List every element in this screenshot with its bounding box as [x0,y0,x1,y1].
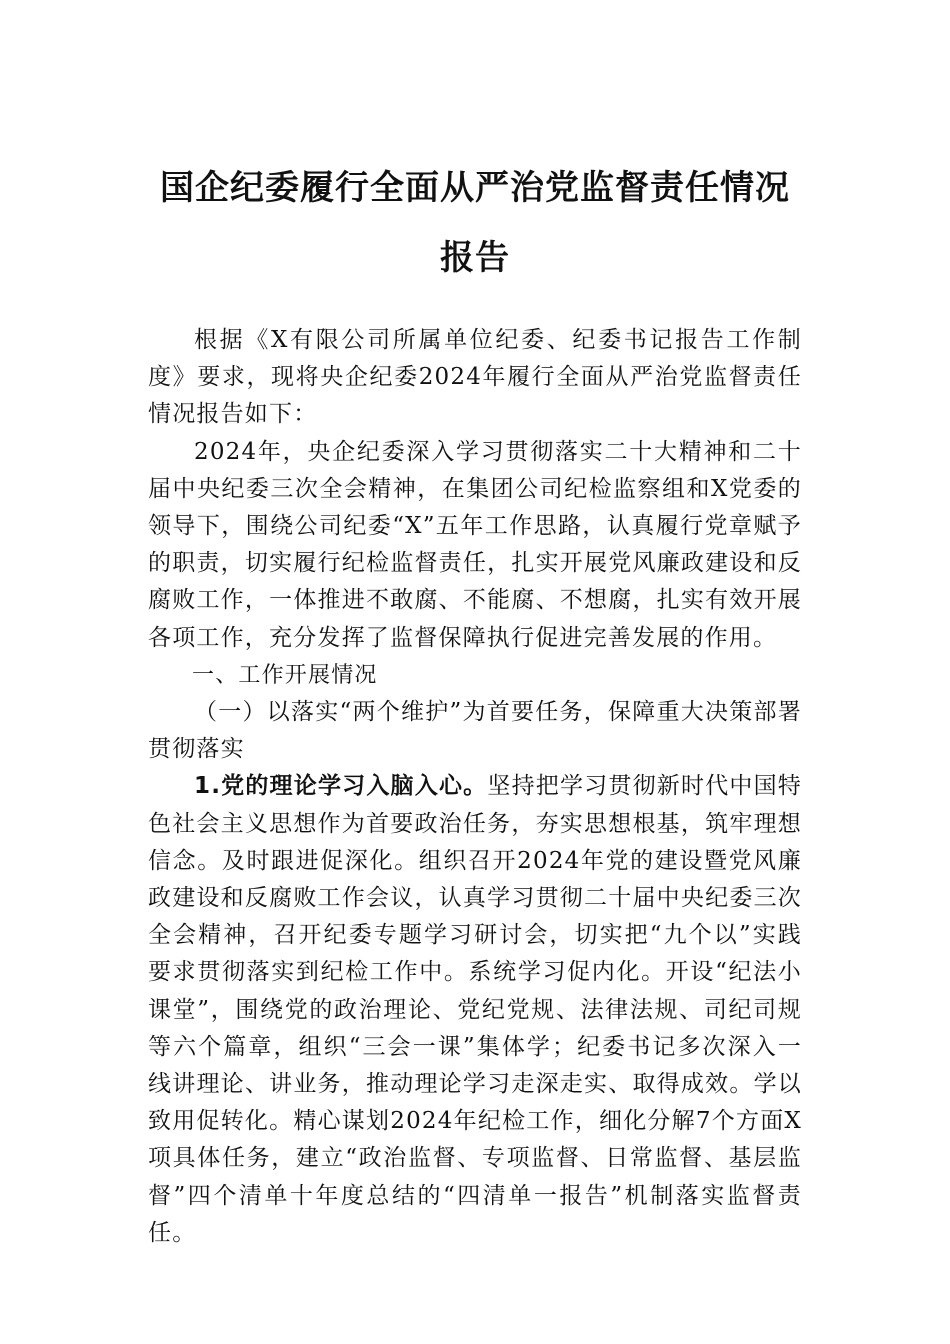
document-body [148,322,802,1252]
document-title-line2: 报告 [440,238,510,278]
item-lead: 1.党的理论学习入脑入心。 [194,773,488,800]
item-text: 坚持把学习贯彻新时代中国特色社会主义思想作为首要政治任务，夯实思想根基，筑牢理想信念。及时跟进促深化。组织召开2024年党的建设暨党风廉政建设和反腐败工作会议，认真学习贯彻二十届中央纪委三次全会精神，召开纪委专题学习研讨会，切实把“九个以”实践要求贯彻落实到纪检工作中。系统学习促内化。开设“纪法小课堂”，围绕党的政治理论、党纪党规、法律法规、司纪司规等六个篇章，组织“三会一课”集体学；纪委书记多次深入一线讲理论、讲业务，推动理论学习走深走实、取得成效。学以致用促转化。精心谋划2024年纪检工作，细化分解7个方面X项具体任务，建立“政治监督、专项监督、日常监督、基层监督”四个清单十年度总结的“四清单一报告”机制落实监督责任。 [148,773,802,1246]
item-paragraph [148,768,802,1252]
subsection-heading: （一）以落实“两个维护”为首要任务，保障重大决策部署贯彻落实 [148,699,802,763]
intro-paragraph: 根据《X有限公司所属单位纪委、纪委书记报告工作制度》要求，现将央企纪委2024年履行全面从严治党监督责任情况报告如下： [148,327,802,428]
section-heading: 一、工作开展情况 [192,662,378,688]
summary-paragraph: 2024年，央企纪委深入学习贯彻落实二十大精神和二十届中央纪委三次全会精神，在集团公司纪检监察组和X党委的领导下，围绕公司纪委“X”五年工作思路，认真履行党章赋予的职责，切实履行纪检监督责任，扎实开展党风廉政建设和反腐败工作，一体推进不敢腐、不能腐、不想腐，扎实有效开展各项工作，充分发挥了监督保障执行促进完善发展的作用。 [148,438,802,651]
document-title-line1: 国企纪委履行全面从严治党监督责任情况 [160,168,790,208]
